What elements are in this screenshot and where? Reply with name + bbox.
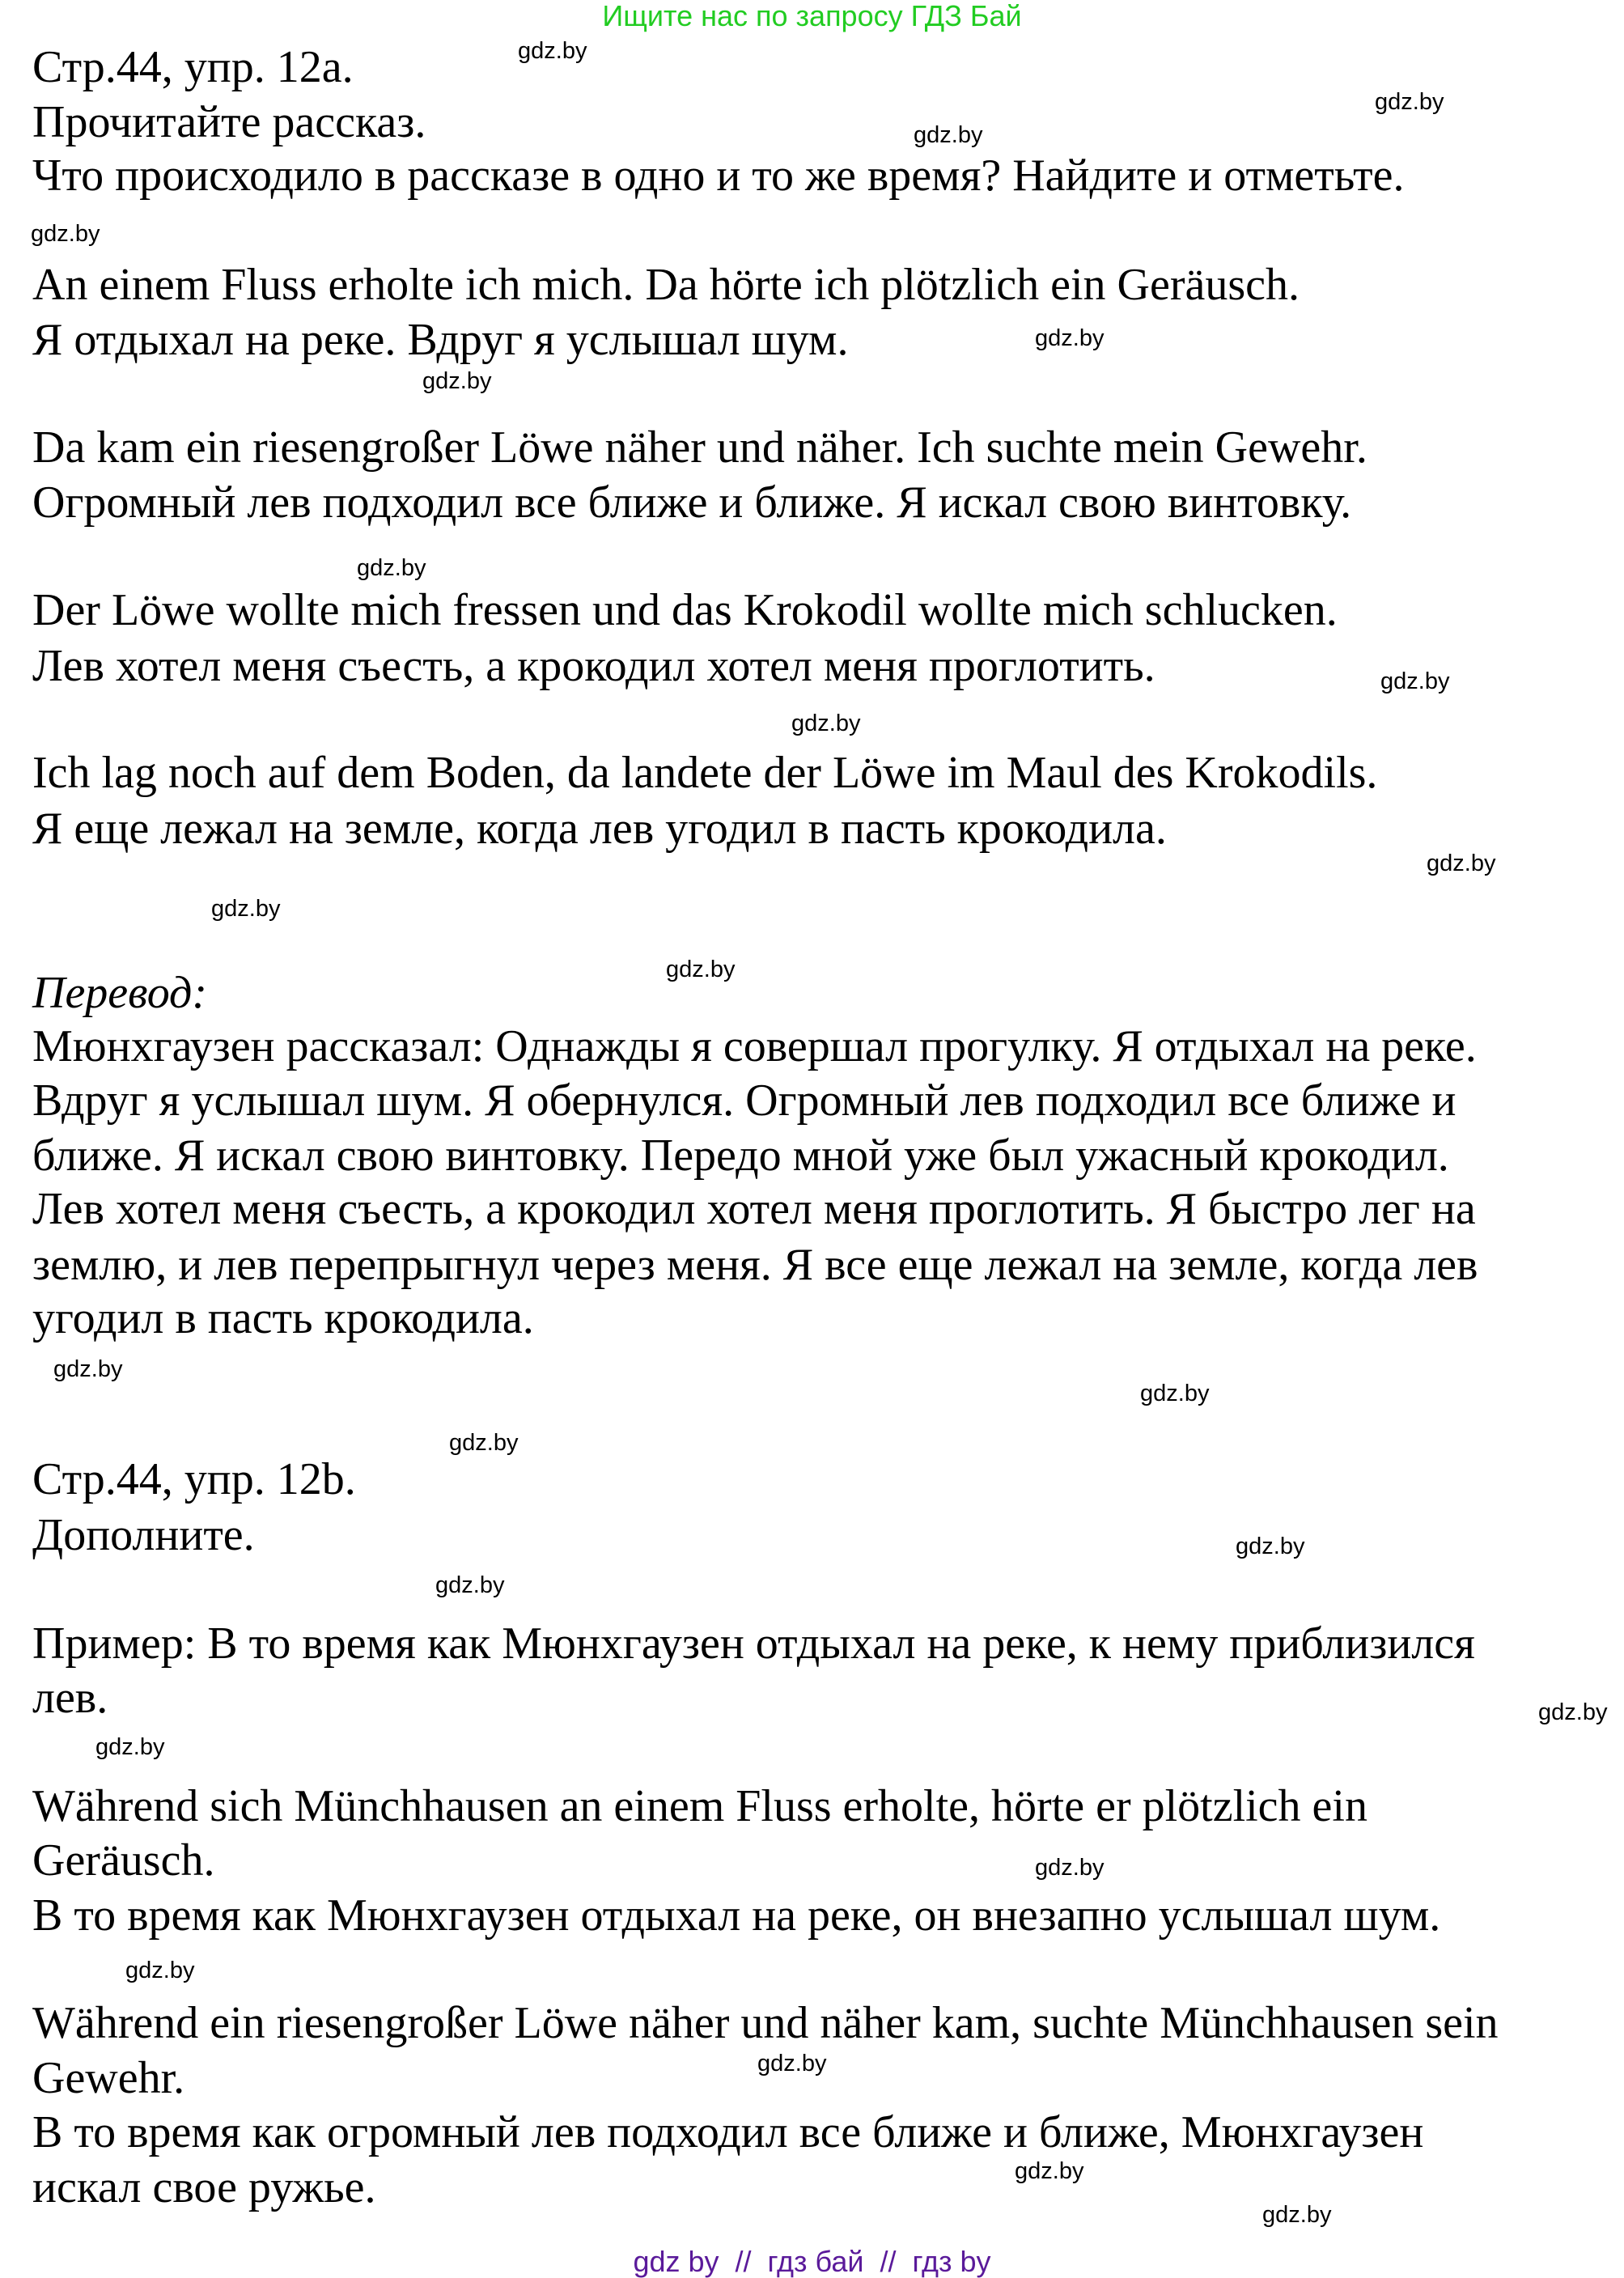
watermark: gdz.by: [1380, 668, 1450, 694]
russian-sentence: Лев хотел меня съесть, а крокодил хотел меня проглотить.: [32, 641, 1155, 691]
translation-line: землю, и лев перепрыгнул через меня. Я все еще лежал на земле, когда лев: [32, 1240, 1478, 1290]
watermark: gdz.by: [1538, 1699, 1608, 1725]
watermark: gdz.by: [1375, 89, 1444, 115]
exercise-12b-title: Стр.44, упр. 12b.: [32, 1454, 356, 1504]
translation-label: Перевод:: [32, 968, 207, 1018]
instruction-complete: Дополните.: [32, 1510, 255, 1560]
watermark: gdz.by: [1236, 1534, 1305, 1559]
watermark: gdz.by: [449, 1430, 519, 1456]
german-sentence: Ich lag noch auf dem Boden, da landete der Löwe im Maul des Krokodils.: [32, 748, 1378, 798]
footer-links: gdz by // гдз бай // гдз by: [633, 2245, 991, 2278]
header-search-hint: Ищите нас по запросу ГДЗ Бай: [602, 0, 1022, 32]
watermark: gdz.by: [1035, 1855, 1105, 1881]
watermark: gdz.by: [125, 1958, 195, 1983]
russian-sentence: Я еще лежал на земле, когда лев угодил в пасть крокодила.: [32, 804, 1167, 854]
watermark: gdz.by: [666, 957, 736, 982]
instruction-find: Что происходило в рассказе в одно и то же время? Найдите и отметьте.: [32, 151, 1405, 201]
watermark: gdz.by: [757, 2051, 827, 2077]
german-sentence: Da kam ein riesengroßer Löwe näher und näher. Ich suchte mein Gewehr.: [32, 422, 1367, 473]
german-sentence: Der Löwe wollte mich fressen und das Krokodil wollte mich schlucken.: [32, 585, 1338, 635]
russian-answer-line: искал свое ружье.: [32, 2162, 376, 2212]
watermark: gdz.by: [211, 896, 281, 922]
german-answer-line: Während sich Münchhausen an einem Fluss erholte, hörte er plötzlich ein: [32, 1781, 1367, 1831]
watermark: gdz.by: [31, 221, 100, 247]
russian-answer-line: В то время как Мюнхгаузен отдыхал на реке, он внезапно услышал шум.: [32, 1890, 1441, 1941]
watermark: gdz.by: [791, 711, 861, 736]
german-answer-line: Gewehr.: [32, 2053, 185, 2103]
watermark: gdz.by: [1427, 851, 1496, 876]
watermark: gdz.by: [518, 38, 587, 64]
instruction-read: Прочитайте рассказ.: [32, 97, 426, 147]
watermark: gdz.by: [1035, 325, 1105, 351]
translation-line: ближе. Я искал свою винтовку. Передо мной уже был ужасный крокодил.: [32, 1131, 1449, 1181]
german-sentence: An einem Fluss erholte ich mich. Da hörte ich plötzlich ein Geräusch.: [32, 260, 1300, 310]
watermark: gdz.by: [422, 368, 492, 394]
translation-line: Мюнхгаузен рассказал: Однажды я совершал прогулку. Я отдыхал на реке.: [32, 1021, 1477, 1071]
translation-line: Вдруг я услышал шум. Я обернулся. Огромный лев подходил все ближе и: [32, 1075, 1457, 1126]
russian-sentence: Огромный лев подходил все ближе и ближе. Я искал свою винтовку.: [32, 477, 1352, 528]
russian-answer-line: В то время как огромный лев подходил все ближе и ближе, Мюнхгаузен: [32, 2107, 1424, 2157]
watermark: gdz.by: [1140, 1381, 1210, 1406]
watermark: gdz.by: [53, 1356, 123, 1382]
translation-line: угодил в пасть крокодила.: [32, 1293, 534, 1343]
example-line: лев.: [32, 1673, 108, 1723]
example-line: Пример: В то время как Мюнхгаузен отдыхал на реке, к нему приблизился: [32, 1618, 1475, 1669]
translation-line: Лев хотел меня съесть, а крокодил хотел меня проглотить. Я быстро лег на: [32, 1184, 1476, 1234]
watermark: gdz.by: [357, 555, 426, 581]
german-answer-line: Während ein riesengroßer Löwe näher und näher kam, suchte Münchhausen sein: [32, 1998, 1499, 2048]
watermark: gdz.by: [1015, 2158, 1084, 2184]
russian-sentence: Я отдыхал на реке. Вдруг я услышал шум.: [32, 315, 849, 365]
watermark: gdz.by: [1262, 2202, 1332, 2228]
watermark: gdz.by: [95, 1734, 165, 1760]
watermark: gdz.by: [435, 1572, 505, 1598]
exercise-12a-title: Стр.44, упр. 12a.: [32, 42, 354, 92]
watermark: gdz.by: [914, 122, 983, 148]
german-answer-line: Geräusch.: [32, 1835, 215, 1886]
